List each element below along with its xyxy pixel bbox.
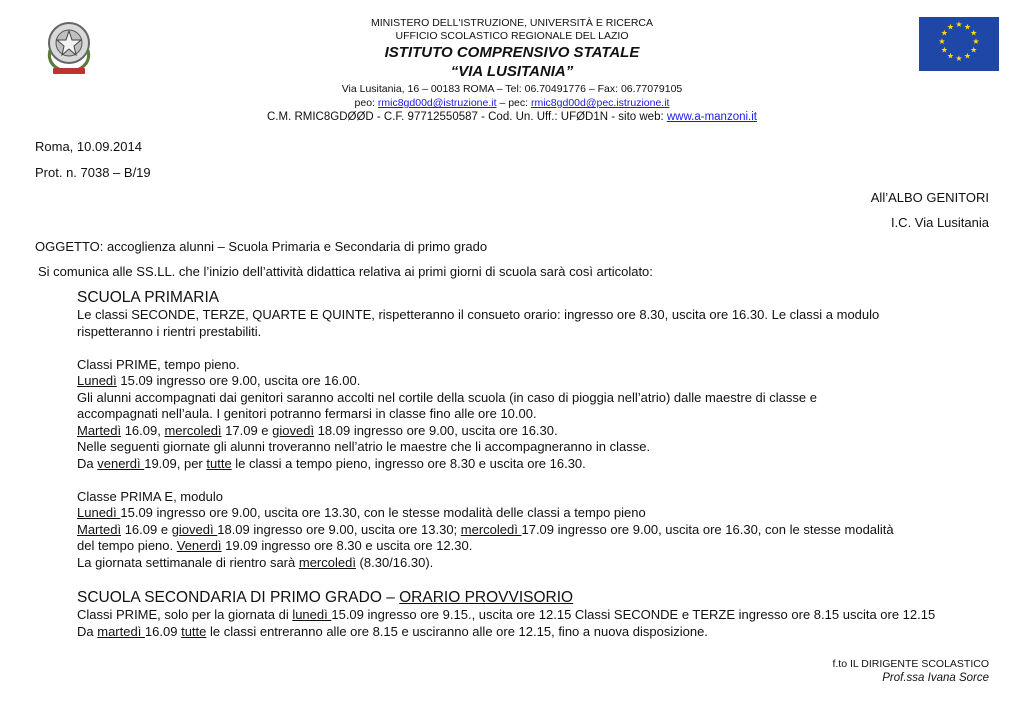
peo-label: peo: (354, 97, 375, 109)
signature-role: f.to IL DIRIGENTE SCOLASTICO (832, 658, 989, 670)
school-name: “VIA LUSITANIA” (450, 63, 574, 80)
svg-text:★: ★ (963, 22, 972, 32)
peo-email-link[interactable]: rmic8gd00d@istruzione.it (377, 97, 497, 109)
day-lunedi: Lunedì (77, 505, 121, 520)
svg-text:★: ★ (963, 51, 972, 61)
svg-text:★: ★ (970, 28, 978, 38)
orario-provvisorio: ORARIO PROVVISORIO (399, 589, 574, 606)
prima-e-line-4: La giornata settimanale di rientro sarà mercoledì (8.30/16.30). (77, 554, 434, 570)
secondaria-body (77, 607, 997, 640)
svg-text:★: ★ (946, 22, 955, 32)
institute-title: ISTITUTO COMPRENSIVO STATALE (384, 44, 640, 61)
recipient-line-2: I.C. Via Lusitania (890, 215, 989, 230)
address-line: Via Lusitania, 16 – 00183 ROMA – Tel: 06.70491776 – Fax: 06.77079105 (341, 83, 683, 95)
day-lunedi: lunedì (292, 607, 332, 622)
word-tutte: tutte (181, 623, 207, 639)
prima-e-title: Classe PRIMA E, modulo (77, 488, 223, 504)
word-tutte: tutte (206, 455, 232, 471)
day-venerdi: Venerdì (176, 538, 222, 553)
day-martedi: Martedì (77, 422, 122, 438)
primaria-p1-l2: rispetteranno i rientri prestabiliti. (77, 323, 262, 339)
day-mercoledi: mercoledì (298, 554, 356, 570)
republic-emblem-logo (42, 16, 96, 78)
day-mercoledi: mercoledì (460, 521, 522, 537)
prime-line-6: Da venerdì 19.09, per tutte le classi a tempo pieno, ingresso ore 8.30 e uscita ore 16.30. (77, 455, 586, 471)
svg-text:★: ★ (970, 45, 978, 55)
svg-text:★: ★ (946, 51, 955, 61)
office-line: UFFICIO SCOLASTICO REGIONALE DEL LAZIO (395, 30, 629, 42)
recipient-line-1: All’ALBO GENITORI (870, 190, 989, 205)
svg-text:★: ★ (955, 20, 963, 29)
svg-text:★: ★ (940, 45, 948, 55)
day-giovedi: giovedì (272, 422, 315, 438)
website-link[interactable]: www.a-manzoni.it (666, 111, 757, 123)
subject-line: OGGETTO: accoglienza alunni – Scuola Primaria e Secondaria di primo grado (35, 239, 488, 254)
signature-name: Prof.ssa Ivana Sorce (882, 672, 989, 684)
ministry-line: MINISTERO DELL'ISTRUZIONE, UNIVERSITÀ E RICERCA (370, 17, 654, 29)
secondaria-line-2: Da martedì 16.09 tutte le classi entreranno alle ore 8.15 e usciranno alle ore 12.15, fino a nuova disposizione. (77, 623, 708, 639)
prima-e-line-1: Lunedì 15.09 ingresso ore 9.00, uscita ore 13.30, con le stesse modalità delle classi a tempo pieno (77, 505, 646, 520)
prime-line-1: Lunedì 15.09 ingresso ore 9.00, uscita ore 16.00. (77, 373, 361, 388)
day-mercoledi: mercoledì (164, 422, 222, 438)
day-lunedi: Lunedì (77, 373, 117, 388)
prime-line-4: Martedì 16.09, mercoledì 17.09 e giovedì 18.09 ingresso ore 9.00, uscita ore 16.30. (77, 422, 558, 438)
intro-line: Si comunica alle SS.LL. che l’inizio dell’attività didattica relativa ai primi giorni di scuola sarà così articolato: (38, 264, 653, 279)
email-line (200, 97, 824, 110)
day-venerdi: venerdì (97, 455, 145, 471)
letter-date: Roma, 10.09.2014 (35, 139, 142, 154)
day-martedi: Martedì (77, 521, 122, 537)
prime-title: Classi PRIME, tempo pieno. (77, 356, 240, 372)
pec-label: – pec: (499, 97, 529, 109)
prime-line-2: Gli alunni accompagnati dai genitori saranno accolti nel cortile della scuola (in caso di pioggia nell’atrio) dalle maestre di classe e (77, 389, 817, 405)
prima-e-line-2: Martedì 16.09 e giovedì 18.09 ingresso ore 9.00, uscita ore 13.30; mercoledì 17.09 ingresso ore 9.00, uscita ore 16.30, con le stesse modalità (77, 521, 894, 537)
svg-text:★: ★ (972, 37, 980, 46)
prime-line-3: accompagnati nell’aula. I genitori potranno fermarsi in classe fino alle ore 10.00. (77, 406, 537, 421)
codes-text: C.M. RMIC8GDØØD - C.F. 97712550587 - Cod. Un. Uff.: UFØD1N - sito web: (267, 111, 664, 123)
pec-email-link[interactable]: rmic8gd00d@pec.istruzione.it (530, 97, 670, 109)
secondaria-line-1: Classi PRIME, solo per la giornata di lunedì 15.09 ingresso ore 9.15., uscita ore 12.15 Classi SECONDE e TERZE ingresso ore 8.15 uscita ore 12.15 (77, 607, 936, 622)
day-martedi: martedì (97, 623, 145, 639)
primaria-title: SCUOLA PRIMARIA (77, 289, 220, 306)
eu-flag-logo (919, 17, 999, 71)
codes-line (200, 111, 824, 124)
svg-text:★: ★ (938, 37, 946, 46)
svg-text:★: ★ (940, 28, 948, 38)
svg-text:★: ★ (955, 54, 963, 63)
prime-line-5: Nelle seguenti giornate gli alunni troveranno nell’atrio le maestre che li accompagneranno in classe. (77, 439, 651, 454)
protocol-number: Prot. n. 7038 – B/19 (35, 165, 151, 180)
day-giovedi: giovedì (171, 521, 218, 537)
primaria-p1-l1: Le classi SECONDE, TERZE, QUARTE E QUINTE, rispetteranno il consueto orario: ingresso ore 8.30, uscita ore 16.30. Le classi a modulo (77, 307, 880, 322)
prima-e-line-3: del tempo pieno. Venerdì 19.09 ingresso ore 8.30 e uscita ore 12.30. (77, 538, 473, 553)
primaria-body (77, 307, 997, 571)
secondaria-title: SCUOLA SECONDARIA DI PRIMO GRADO – ORARIO PROVVISORIO (77, 589, 574, 606)
